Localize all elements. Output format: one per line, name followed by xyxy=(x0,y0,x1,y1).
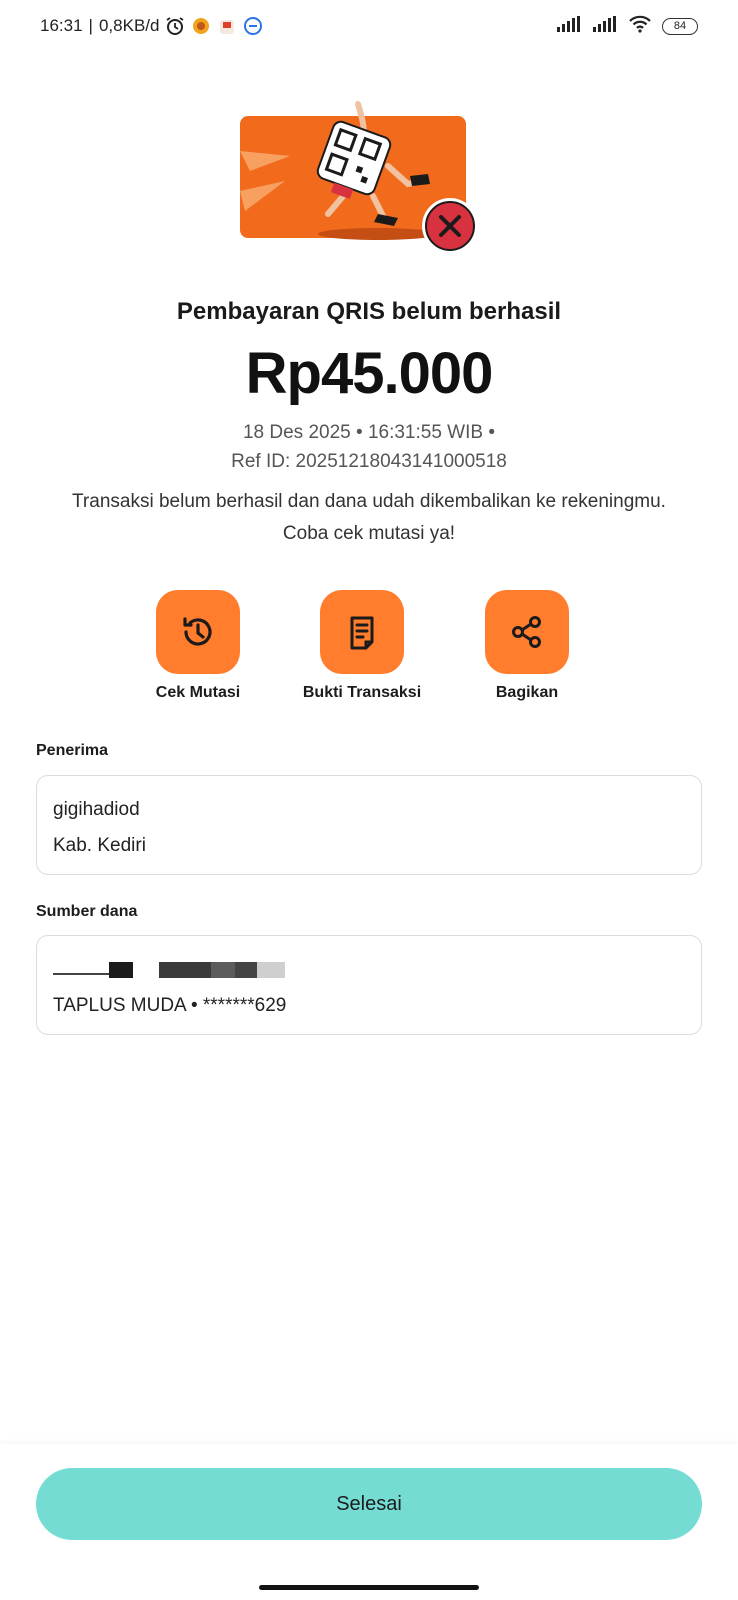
check-mutation-action[interactable] xyxy=(128,590,268,702)
status-right xyxy=(556,15,698,38)
finish-button[interactable]: Selesai xyxy=(36,1468,702,1540)
status-left xyxy=(40,16,263,36)
failed-payment-illustration xyxy=(238,96,488,266)
recipient-name: gigihadiod xyxy=(53,799,140,820)
share-label: Bagikan xyxy=(495,684,559,701)
transaction-proof-button[interactable] xyxy=(320,590,404,674)
status-time: 16:31 xyxy=(40,16,83,35)
status-net-speed: 0,8KB/d xyxy=(98,16,160,35)
battery-indicator: 84 xyxy=(662,18,698,35)
app-notification-icon xyxy=(191,16,211,36)
status-separator: | xyxy=(88,16,93,35)
share-action[interactable] xyxy=(457,590,597,702)
check-mutation-label: Cek Mutasi xyxy=(155,684,241,701)
source-card xyxy=(36,935,702,1035)
signal-icon xyxy=(556,16,582,37)
recipient-label: Penerima xyxy=(36,742,109,759)
status-message xyxy=(30,486,708,550)
signal-icon-2 xyxy=(592,16,618,37)
recipient-card xyxy=(36,775,702,875)
source-account-holder xyxy=(53,952,685,988)
share-button[interactable] xyxy=(485,590,569,674)
history-icon xyxy=(178,612,218,652)
action-row xyxy=(0,590,738,710)
alarm-icon xyxy=(165,16,185,36)
transaction-meta xyxy=(0,418,738,476)
transaction-datetime: 18 Des 2025 • 16:31:55 WIB • xyxy=(242,422,495,443)
recipient-location: Kab. Kediri xyxy=(53,835,146,856)
payment-amount: Rp45.000 xyxy=(245,341,493,406)
page-title: Pembayaran QRIS belum berhasil xyxy=(176,298,562,325)
transaction-proof-action[interactable] xyxy=(292,590,432,702)
shopping-app-icon xyxy=(217,16,237,36)
share-icon xyxy=(507,612,547,652)
transaction-ref-id: Ref ID: 20251218043141000518 xyxy=(231,451,507,472)
redacted-name xyxy=(53,960,285,980)
receipt-icon xyxy=(342,612,382,652)
status-message-line1: Transaksi belum berhasil dan dana udah dikembalikan ke rekeningmu. xyxy=(72,491,666,512)
transaction-proof-label: Bukti Transaksi xyxy=(302,684,422,701)
status-bar xyxy=(0,0,738,52)
wifi-icon xyxy=(628,15,652,38)
status-message-line2: Coba cek mutasi ya! xyxy=(282,523,456,544)
source-account: TAPLUS MUDA • *******629 xyxy=(53,995,287,1016)
check-mutation-button[interactable] xyxy=(156,590,240,674)
home-indicator[interactable] xyxy=(259,1585,479,1590)
source-label: Sumber dana xyxy=(36,903,138,920)
messaging-app-icon xyxy=(243,16,263,36)
